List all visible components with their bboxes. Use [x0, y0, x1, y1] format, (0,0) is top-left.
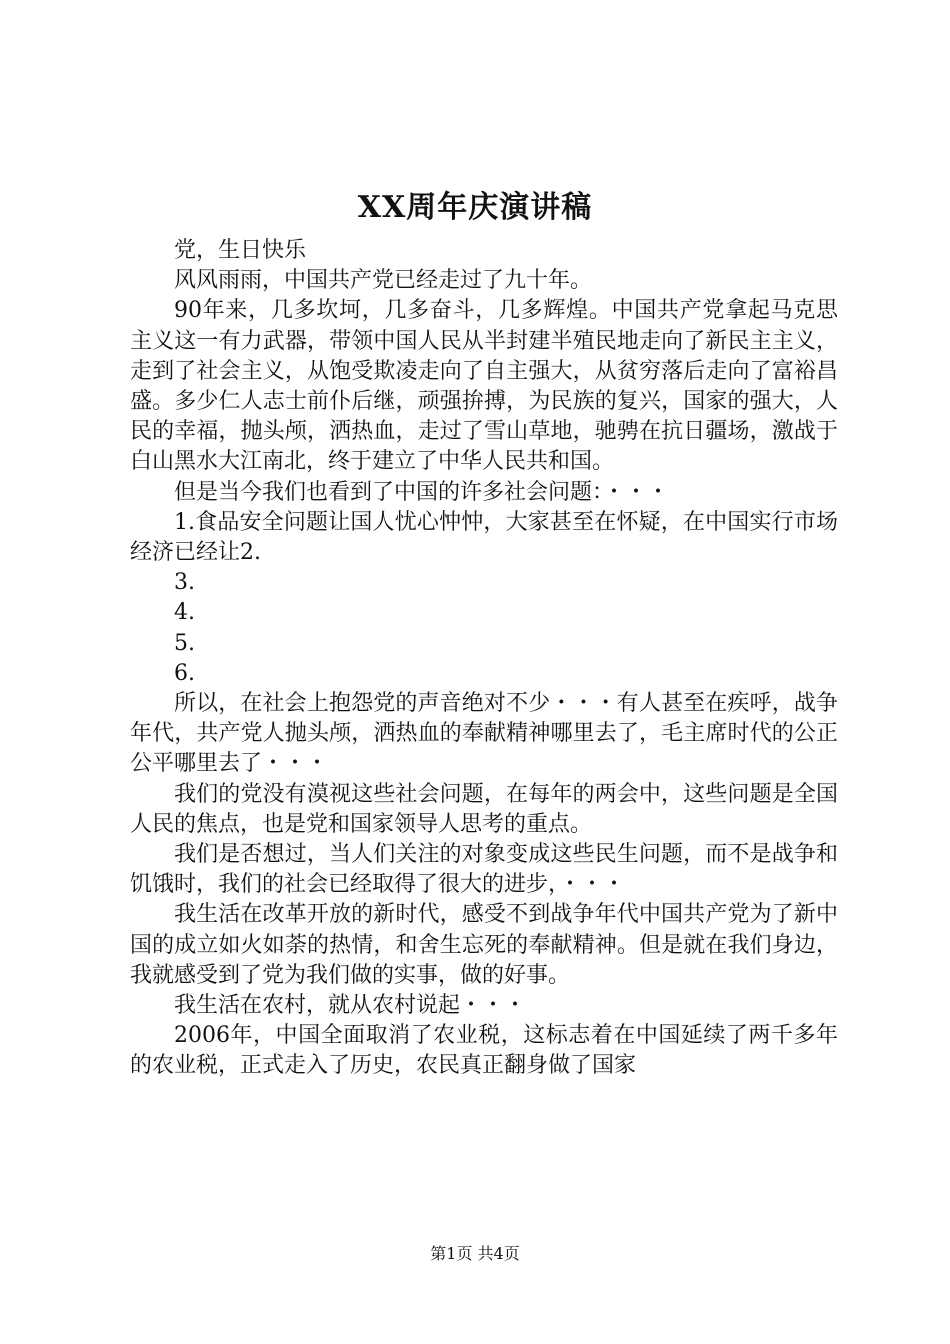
paragraph: 4. [174, 600, 195, 626]
paragraph: 但是当今我们也看到了中国的许多社会问题：・・・ [174, 479, 670, 505]
paragraph: 1.食品安全问题让国人忧心忡忡，大家甚至在怀疑，在中国实行市场经济已经让2. [130, 509, 838, 566]
paragraph: 6. [174, 660, 195, 686]
paragraph: 风风雨雨，中国共产党已经走过了九十年。 [174, 268, 593, 294]
paragraph: 2006年，中国全面取消了农业税，这标志着在中国延续了两千多年的农业税，正式走入了历史，农民真正翻身做了国家 [130, 1023, 838, 1079]
paragraph: 我们是否想过，当人们关注的对象变成这些民生问题，而不是战争和饥饿时，我们的社会已经取得了很大的进步，・・・ [130, 842, 838, 898]
paragraph: 我生活在改革开放的新时代，感受不到战争年代中国共产党为了新中国的成立如火如荼的热情，和舍生忘死的奉献精神。但是就在我们身边，我就感受到了党为我们做的实事，做的好事。 [130, 902, 838, 988]
paragraph: 所以，在社会上抱怨党的声音绝对不少・・・有人甚至在疾呼，战争年代，共产党人抛头颅，洒热血的奉献精神哪里去了，毛主席时代的公正公平哪里去了・・・ [130, 691, 838, 777]
paragraph: 5. [174, 630, 195, 656]
page-footer: 第1页 共4页 [430, 1244, 520, 1263]
document-body [130, 236, 838, 1082]
paragraph: 90年来，几多坎坷，几多奋斗，几多辉煌。中国共产党拿起马克思主义这一有力武器，带领中国人民从半封建半殖民地走向了新民主主义，走到了社会主义，从饱受欺凌走向了自主强大，从贫穷落后走向了富裕昌盛。多少仁人志士前仆后继，顽强拚搏，为民族的复兴，国家的强大，人民的幸福，抛头颅，洒热血，走过了雪山草地，驰骋在抗日疆场，激战于白山黑水大江南北，终于建立了中华人民共和国。 [130, 298, 838, 475]
paragraph: 我生活在农村，就从农村说起・・・ [174, 993, 527, 1019]
paragraph: 3. [174, 570, 195, 596]
paragraph: 我们的党没有漠视这些社会问题，在每年的两会中，这些问题是全国人民的焦点，也是党和国家领导人思考的重点。 [130, 781, 838, 837]
document-title: XX周年庆演讲稿 [357, 190, 593, 225]
paragraph: 党，生日快乐 [174, 238, 307, 263]
